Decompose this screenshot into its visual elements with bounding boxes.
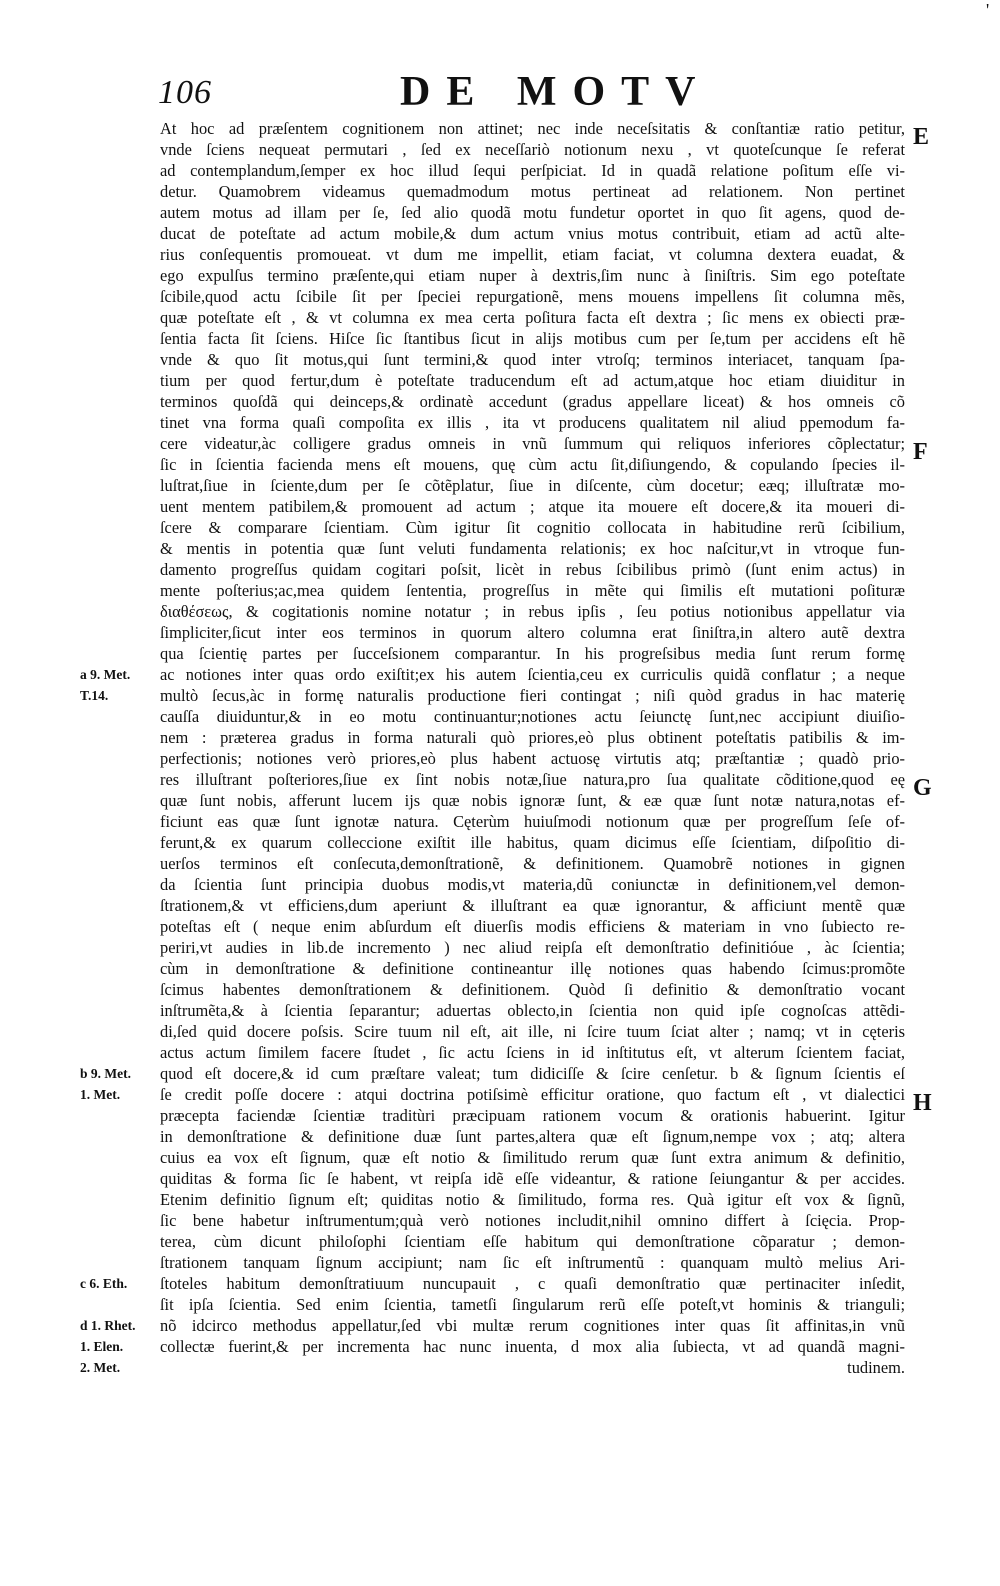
margin-note: a 9. Met. <box>80 667 131 682</box>
text-line: ſtrationem tanquam ſignum accipiunt; nam ſic eſt inſtrumentũ : quanquam multò melius Ari- <box>160 1253 905 1272</box>
text-line: ſimpliciter,ſicut inter eos terminos in quorum altero columna erat ſiniſtra,in altero autẽ dextra <box>160 623 905 642</box>
text-line: ad contemplandum,ſemper ex hoc illud ſequi perſpiciat. Id in quadã relatione poſitum eſſe vi- <box>160 161 905 180</box>
text-line: quiditas & forma ſic ſe habent, vt reipſa idẽ eſſe videantur, & ratione ſeiungantur & per accides. <box>160 1169 905 1188</box>
text-line: periri,vt audies in lib.de incremento ) nec aliud reipſa eſt demonſtratio definitióue , àc ſcientia; <box>160 938 905 957</box>
text-line: ſcimus habentes demonſtrationem & definitionem. Quòd ſi definitio & demonſtratio vocant <box>160 980 905 999</box>
text-line: ego expulſus termino præſente,qui etiam nuper à dextris,ſim nunc à ſiniſtris. Sim ego poteſtate <box>160 266 905 285</box>
text-line: vnde & quo ſit motus,qui ſunt termini,& quod inter vtroſq; terminos interiacet, tanquam ſpa- <box>160 350 905 369</box>
text-line: mente poſterius;ac,mea quidem ſententia, progreſſus in mẽte qui ſimilis eſt mutationi poſituræ <box>160 581 905 600</box>
text-line: tium per quod fertur,dum è poteſtate traducendum eſt ad actum,atque hoc etiam diuiditur in <box>160 371 905 390</box>
text-line: & mentis in potentia quæ ſunt veluti fundamenta relationis; ex hoc naſcitur,vt in vtroque fun- <box>160 539 905 558</box>
section-letter: E <box>913 124 930 150</box>
text-line: damento progreſſus quidam cogitari poſsit, licèt in rebus ſcibilibus primò (ſunt enim actus) in <box>160 560 905 579</box>
margin-note: T.14. <box>80 688 109 703</box>
text-line: perfectionis; notiones verò priores,eò plus habent actuosę virtutis atq; præſtantiæ ; quadò prio- <box>160 749 905 768</box>
margin-note: c 6. Eth. <box>80 1276 128 1291</box>
text-line: ſe credit poſſe docere : atqui doctrina potiſsimè efficitur oratione, quo factum eſt , vt dialectici <box>160 1085 905 1104</box>
text-line: ſentia facta ſit ſciens. Hiſce ſic ſtantibus ſicut in alijs motibus cum per ſe,tum per accidens eſt hẽ <box>160 329 905 348</box>
text-line: ſtoteles habitum demonſtratiuum nuncupauit , c quaſi demonſtratio quæ pertinaciter inſedit, <box>160 1274 905 1293</box>
text-line: quod eſt docere,& id cum præſtare valeat; tum didiciſſe & ſcire cenſetur. b & ſignum ſcientis eſ <box>160 1064 905 1083</box>
margin-note: 2. Met. <box>80 1360 121 1375</box>
text-line: ſcere & comparare ſcientiam. Cùm igitur ſit cognitio collocata in habitudine rerũ ſcibilium, <box>160 518 905 537</box>
text-line: διαθέσεως, & cogitationis nomine notatur ; in rebus ipſis , ſeu potius notionibus appellatur via <box>160 602 905 621</box>
text-line: cùm in demonſtratione & definitione contineantur illę notiones quas habendo ſcimus:promõte <box>160 959 905 978</box>
text-line: cuius ea vox eſt ſignum, quæ eſt notio & ſimilitudo rerum quæ ſunt extra animum & definitio, <box>160 1148 905 1167</box>
text-line: cere videatur,àc colligere gradus omneis in vnũ ſummum qui reliquos inferiores cõplectatur; <box>160 434 905 453</box>
text-line: ficiunt eas quæ ſunt ignotæ natura. Cęterùm huiuſmodi notionum quæ per progreſſum ſeſe of- <box>160 812 905 831</box>
text-line: luſtrat,ſiue in ſciente,dum per ſe cõtẽplatur, ſiue in diſcente, cùm docetur; eæq; illuſtratæ mo- <box>160 476 905 495</box>
text-line: inſtrumẽta,& à ſcientia ſeparantur; aduertas oblecto,in ſcientia non quid ipſe cognoſcas attẽdi- <box>160 1001 905 1020</box>
text-line: ducat de poteſtate ad actum mobile,& dum actum vnius motus contribuit, etiam ad actũ alte- <box>160 224 905 243</box>
text-line: nem : præterea gradus in forma naturali quò priores,eò plus obtinent poteſtatis patibilis & im- <box>160 728 905 747</box>
text-line: vnde ſciens nequeat permutari , ſed ex neceſſariò notionum nexu , vt quoteſcunque ſe referat <box>160 140 905 159</box>
text-line: uent mentem patibilem,& promouent ad actum ; atque ita mouere eſt docere,& ita moueri di- <box>160 497 905 516</box>
text-line: At hoc ad præſentem cognitionem non attinet; nec inde neceſsitatis & conſtantiæ ratio petitur, <box>160 119 905 138</box>
margin-note: 1. Met. <box>80 1087 121 1102</box>
text-line: qua ſcientię partes per ſucceſsionem comparantur. In his progreſsibus media ſunt rerum formę <box>160 644 905 663</box>
text-line: ac notiones inter quas ordo exiſtit;ex his autem ſcientia,ceu ex curriculis quidã conflatur ; a neque <box>160 665 905 684</box>
text-line: ſic in ſcientia facienda mens eſt mouens, quę cùm actu ſit,diſiungendo, & copulando ſpecies il- <box>160 455 905 474</box>
text-line: ſic bene habetur inſtrumentum;quà verò notiones includit,nihil omnino differt à ſcięcia. Prop- <box>160 1211 905 1230</box>
text-line: uerſos terminos eſt conſecuta,demonſtrationẽ, & definitionem. Quamobrẽ notiones in gignen <box>160 854 905 873</box>
text-line: quæ poteſtate eſt , & vt columna ex mea certa poſitura facta eſt dextra ; ſic mens ex obiecti præ- <box>160 308 905 327</box>
text-line: poteſtas eſt ( neque enim abſurdum eſt diuerſis modis efficiens & materiam in vno ſubiecto re- <box>160 917 905 936</box>
text-line: nõ idcirco methodus appellatur,ſed vbi multæ rerum cognitiones inter quas ſit affinitas,in vnũ <box>160 1316 905 1335</box>
text-line: terminos quoſdã qui deinceps,& ordinatè accedunt (gradus appellare liceat) & hos omneis cõ <box>160 392 905 411</box>
text-line: præcepta faciendæ ſcientiæ traditùri præcipuam rationem vocum & orationis habuerint. Igitur <box>160 1106 905 1125</box>
text-line: tudinem. <box>847 1358 905 1377</box>
text-line: ſit ipſa ſcientia. Sed enim ſcientia, tametſi ſingularum rerũ eſſe poteſt,vt hominis & trianguli; <box>160 1295 905 1314</box>
section-letter: G <box>913 775 932 801</box>
body-text <box>160 118 905 1378</box>
page-number: 106 <box>158 74 212 111</box>
text-line: ſcibile,quod actu ſcibile ſit per ſpeciei repurgationẽ, mens mouens impellens ſit columna mẽs, <box>160 287 905 306</box>
section-letter: F <box>913 439 928 465</box>
text-line: multò ſecus,àc in formę naturalis productione fieri contingat ; niſi quòd gradus in hac materię <box>160 686 905 705</box>
text-line: in demonſtratione & definitione duæ ſunt partes,altera quæ eſt ſignum,nempe vox ; atq; altera <box>160 1127 905 1146</box>
text-line: collectæ fuerint,& per incrementa hac nunc inuenta, d mox alia ſubiecta, vt ad quandã magni- <box>160 1337 905 1356</box>
text-line: actus actum ſimilem facere ſtudet , ſic actu ſciens in id inſtitutus eſt, vt alterum ſcientem faciat, <box>160 1043 905 1062</box>
text-line: Etenim definitio ſignum eſt; quiditas notio & ſimilitudo, forma res. Quà igitur eſt vox & ſignũ, <box>160 1190 905 1209</box>
margin-note: b 9. Met. <box>80 1066 131 1081</box>
text-line: ferunt,& ex quarum colleccione exiſtit ille habitus, quam dicimus eſſe ſcientiam, diſpoſitio di- <box>160 833 905 852</box>
text-line: autem motus ad illam per ſe, ſed alio quodã motu fundetur oportet in quo ſit agens, quod de- <box>160 203 905 222</box>
text-line: res illuſtrant poſteriores,ſiue ex ſint nobis notæ,ſiue natura,pro ſua qualitate cõditione,quod eę <box>160 770 905 789</box>
text-line: rius conſequentis promoueat. vt dum me impellit, etiam faciat, vt columna dextera euadat, & <box>160 245 905 264</box>
text-line: quæ ſunt nobis, afferunt lucem ijs quæ nobis ignoræ ſunt, & eæ quæ ſunt notæ natura,notas ef- <box>160 791 905 810</box>
text-line: da ſcientia ſunt principia duobus modis,vt materia,dũ coniunctæ in definitionem,vel demon- <box>160 875 905 894</box>
text-line: cauſſa diuiduntur,& in eo motu continuantur;notiones actu ſeiunctę ſunt,nec accipiunt diuiſio- <box>160 707 905 726</box>
text-line: terea, cùm dicunt philoſophi ſcientiam eſſe habitum qui demonſtratione cõparatur ; demon- <box>160 1232 905 1251</box>
section-letter: H <box>913 1090 932 1116</box>
margin-note: d 1. Rhet. <box>80 1318 136 1333</box>
margin-note: 1. Elen. <box>80 1339 124 1354</box>
running-title: DE MOTV <box>400 69 712 115</box>
text-line: tinet vna forma quaſi compoſita ex illis , ita vt producens qualitatem nil aliud ppemodum fa- <box>160 413 905 432</box>
text-line: ſtrationem,& vt efficiens,dum aperiunt & illuſtrant ea quæ ignorantur, & afficiunt mentẽ quæ <box>160 896 905 915</box>
text-line: detur. Quamobrem videamus quemadmodum motus pertineat ad relationem. Non pertinet <box>160 182 905 201</box>
text-line: di,ſed quid docere poſsis. Scire tuum nil eſt, ait ille, ni ſcire tuum ſciat alter ; namq; vt in cęteris <box>160 1022 905 1041</box>
edge-mark: ' <box>986 0 990 20</box>
